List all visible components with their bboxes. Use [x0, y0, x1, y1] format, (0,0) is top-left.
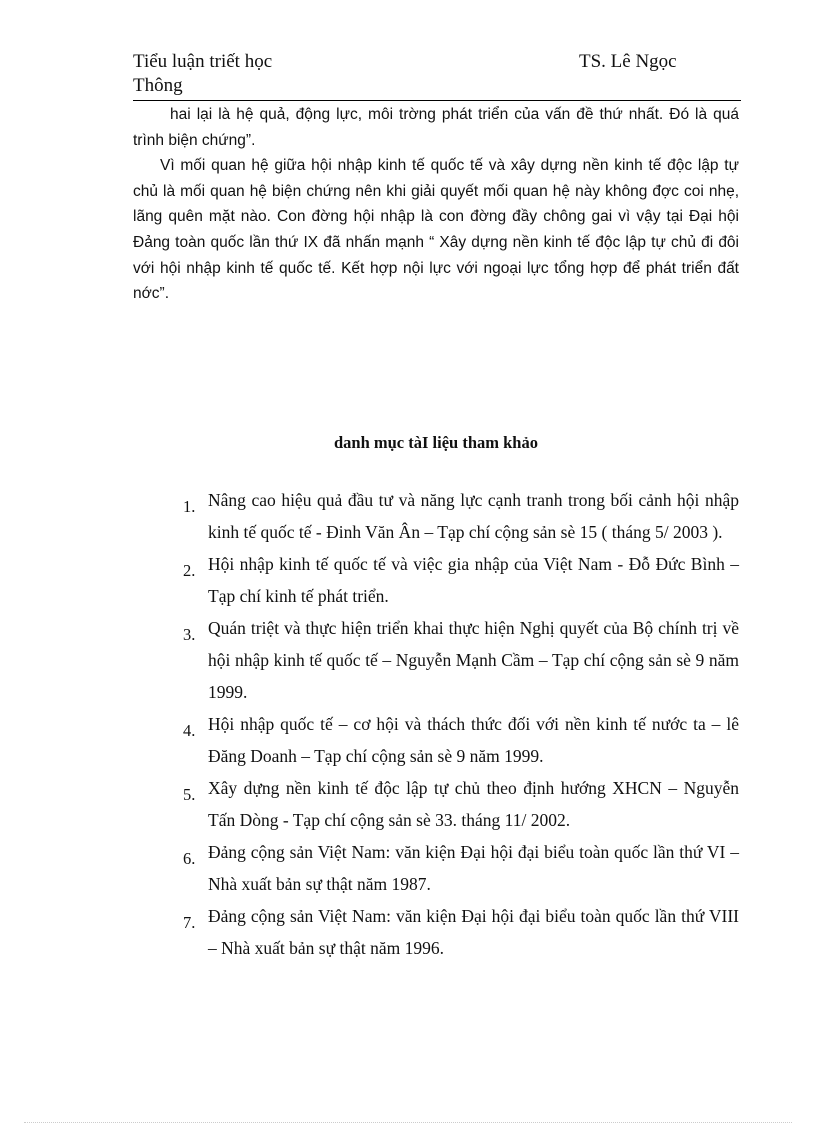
reference-number: 2.	[183, 561, 196, 580]
reference-number: 3.	[183, 625, 196, 644]
reference-item	[181, 548, 739, 612]
reference-text: Quán triệt và thực hiện triển khai thực hiện Nghị quyết của Bộ chính trị về hội nhập kinh tế quốc tế – Nguyễn Mạnh Cầm – Tạp chí cộng sản sè 9 năm 1999.	[208, 618, 739, 702]
reference-number: 1.	[183, 497, 196, 516]
header-title: Tiểu luận triết học	[133, 51, 273, 72]
reference-number: 7.	[183, 913, 196, 932]
body-paragraph-2: Vì mối quan hệ giữa hội nhập kinh tế quốc tế và xây dựng nền kinh tế độc lập tự chủ là mối quan hệ biện chứng nên khi giải quyết mối quan hệ này không đợc coi nhẹ, lãng quên mặt nào. Con đờng hội nhập là con đờng đầy chông gai vì vậy tại Đại hội Đảng toàn quốc lần thứ IX đã nhấn mạnh “ Xây dựng nền kinh tế độc lập tự chủ đi đôi với hội nhập kinh tế quốc tế. Kết hợp nội lực với ngoại lực tổng hợp để phát triển đất nớc”.	[133, 157, 739, 303]
page-header	[133, 48, 741, 101]
reference-text: Nâng cao hiệu quả đầu tư và năng lực cạnh tranh trong bối cảnh hội nhập kinh tế quốc tế - Đinh Văn Ân – Tạp chí cộng sản sè 15 ( tháng 5/ 2003 ).	[208, 490, 739, 542]
reference-item	[181, 484, 739, 548]
reference-number: 5.	[183, 785, 196, 804]
references-list	[181, 484, 739, 964]
reference-item	[181, 836, 739, 900]
body-text	[133, 102, 739, 307]
header-author: TS. Lê Ngọc	[579, 51, 677, 72]
references-title: danh mục tàI liệu tham khảo	[333, 433, 538, 452]
reference-text: Đảng cộng sản Việt Nam: văn kiện Đại hội đại biểu toàn quốc lần thứ VI – Nhà xuất bản sự thật năm 1987.	[208, 842, 739, 894]
reference-item	[181, 772, 739, 836]
reference-text: Xây dựng nền kinh tế độc lập tự chủ theo định hướng XHCN – Nguyễn Tấn Dòng - Tạp chí cộng sản sè 33. tháng 11/ 2002.	[208, 778, 739, 830]
body-paragraph-1: hai lại là hệ quả, động lực, môi trờng phát triển của vấn đề thứ nhất. Đó là quá trình biện chứng”.	[133, 106, 739, 149]
reference-item	[181, 708, 739, 772]
reference-item	[181, 900, 739, 964]
reference-text: Hội nhập kinh tế quốc tế và việc gia nhập của Việt Nam - Đỗ Đức Bình – Tạp chí kinh tế phát triển.	[208, 554, 739, 606]
reference-number: 4.	[183, 721, 196, 740]
reference-text: Hội nhập quốc tế – cơ hội và thách thức đối với nền kinh tế nước ta – lê Đăng Doanh – Tạp chí cộng sản sè 9 năm 1999.	[208, 714, 739, 766]
reference-item	[181, 612, 739, 708]
reference-number: 6.	[183, 849, 196, 868]
reference-text: Đảng cộng sản Việt Nam: văn kiện Đại hội đại biểu toàn quốc lần thứ VIII – Nhà xuất bản sự thật năm 1996.	[208, 906, 739, 958]
header-author-continuation: Thông	[133, 75, 183, 96]
